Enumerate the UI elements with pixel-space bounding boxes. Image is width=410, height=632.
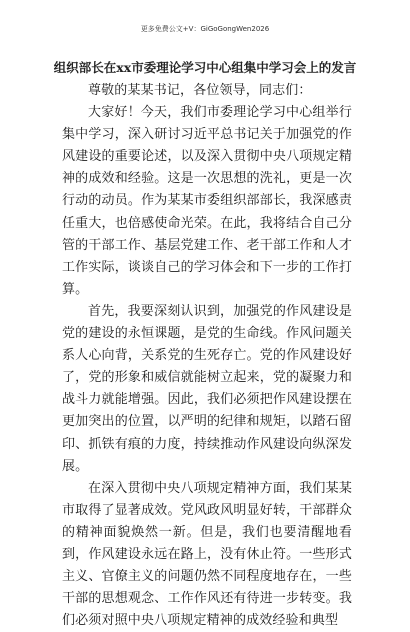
document-title: 组织部长在xx市委理论学习中心组集中学习会上的发言 — [53, 60, 357, 75]
greeting-paragraph: 尊敬的某某书记，各位领导，同志们： — [88, 83, 312, 98]
body-paragraph-1: 大家好！今天，我们市委理论学习中心组举行集中学习，深入研讨习近平总书记关于加强党的作风建设的重要论述，以及深入贯彻中央八项规定精神的成效和经验。这是一次思想的洗礼，更是一次行动的动员。作为某某市委组织部部长，我深感责任重大，也倍感使命光荣。在此，我将结合自己分管的干部工作、基层党建工作、老干部工作和人才工作实际，谈谈自己的学习体会和下一步的工作打算。 — [62, 105, 352, 297]
document-body — [62, 80, 352, 632]
header-note: 更多免费公文+V：GiGoGongWen2026 — [140, 25, 270, 33]
body-paragraph-3: 在深入贯彻中央八项规定精神方面，我们某某市取得了显著成效。党风政风明显好转，干部群众的精神面貌焕然一新。但是，我们也要清醒地看到，作风建设永远在路上，没有休止符。一些形式主义、官僚主义的问题仍然不同程度地存在，一些干部的思想观念、工作作风还有待进一步转变。我们必须对照中央八项规定精神的成效经验和典型 — [62, 480, 352, 629]
body-paragraph-2: 首先，我要深刻认识到，加强党的作风建设是党的建设的永恒课题，是党的生命线。作风问题关系人心向背，关系党的生死存亡。党的作风建设好了，党的形象和威信就能树立起来，党的凝聚力和战斗力就能增强。因此，我们必须把作风建设摆在更加突出的位置，以严明的纪律和规矩，以踏石留印、抓铁有痕的力度，持续推动作风建设向纵深发展。 — [62, 303, 352, 474]
